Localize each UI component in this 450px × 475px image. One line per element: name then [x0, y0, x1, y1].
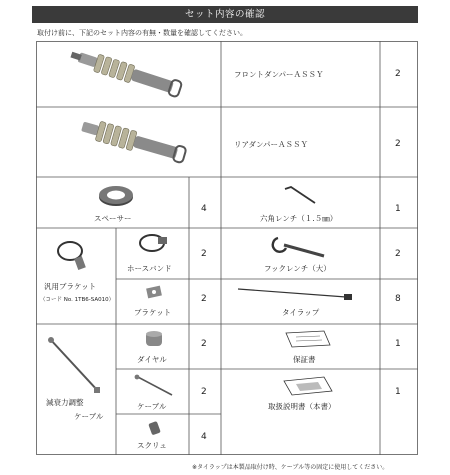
universal-bracket-code: （コード No. 1TB6-SA010） — [40, 297, 115, 303]
screw-image — [146, 419, 164, 437]
warranty-qty: 1 — [395, 339, 401, 349]
bracket-qty: 2 — [201, 294, 207, 304]
hose-band-image — [136, 231, 170, 255]
warranty-label: 保証書 — [293, 355, 316, 364]
hook-wrench-image — [268, 232, 328, 260]
hex-wrench-qty: 1 — [395, 204, 401, 214]
dial-label: ダイヤル — [137, 355, 167, 364]
cable-image — [132, 373, 178, 399]
bracket-image — [144, 283, 164, 301]
warranty-image — [284, 329, 332, 349]
dial-image — [142, 328, 166, 352]
hook-wrench-label: フックレンチ（大） — [264, 264, 331, 273]
tie-wrap-image — [234, 285, 356, 303]
front-damper-label: フロントダンパーＡＳＳＹ — [234, 70, 324, 79]
spacer-image — [96, 183, 136, 209]
rear-damper-label: リアダンパーＡＳＳＹ — [234, 140, 309, 149]
hose-band-label: ホースバンド — [127, 264, 172, 273]
adjuster-cable-label-2: ケーブル — [74, 412, 104, 421]
front-damper-qty: 2 — [395, 69, 401, 79]
universal-bracket-image — [54, 237, 90, 273]
adjuster-cable-label-1: 減衰力調整 — [46, 398, 84, 407]
spacer-qty: 4 — [201, 204, 207, 214]
intro-text: 取付け前に、下記のセット内容の有無・数量を確認してください。 — [37, 29, 247, 37]
page-title: セット内容の確認 — [32, 6, 418, 23]
parts-table — [36, 41, 418, 455]
rear-damper-qty: 2 — [395, 139, 401, 149]
tie-wrap-qty: 8 — [395, 294, 401, 304]
manual-image — [282, 375, 334, 397]
screw-qty: 4 — [201, 432, 207, 442]
cable-label: ケーブル — [137, 402, 167, 411]
bracket-label: ブラケット — [134, 308, 172, 317]
hex-wrench-label: 六角レンチ（１.５㎜） — [260, 214, 338, 223]
dial-qty: 2 — [201, 339, 207, 349]
manual-label: 取扱説明書（本書） — [268, 402, 336, 411]
adjuster-cable-image — [46, 335, 104, 397]
tie-wrap-label: タイラップ — [282, 308, 320, 317]
cable-qty: 2 — [201, 387, 207, 397]
spacer-label: スペーサー — [94, 214, 132, 223]
hex-wrench-image — [281, 185, 321, 209]
hose-band-qty: 2 — [201, 249, 207, 259]
front-damper-image — [66, 47, 196, 103]
hook-wrench-qty: 2 — [395, 249, 401, 259]
manual-qty: 1 — [395, 387, 401, 397]
screw-label: スクリュ — [137, 441, 167, 450]
universal-bracket-label: 汎用ブラケット — [44, 282, 97, 291]
rear-damper-image — [72, 113, 202, 173]
footnote: ※タイラップは本製品取付け時、ケーブル等の固定に使用してください。 — [192, 464, 389, 471]
